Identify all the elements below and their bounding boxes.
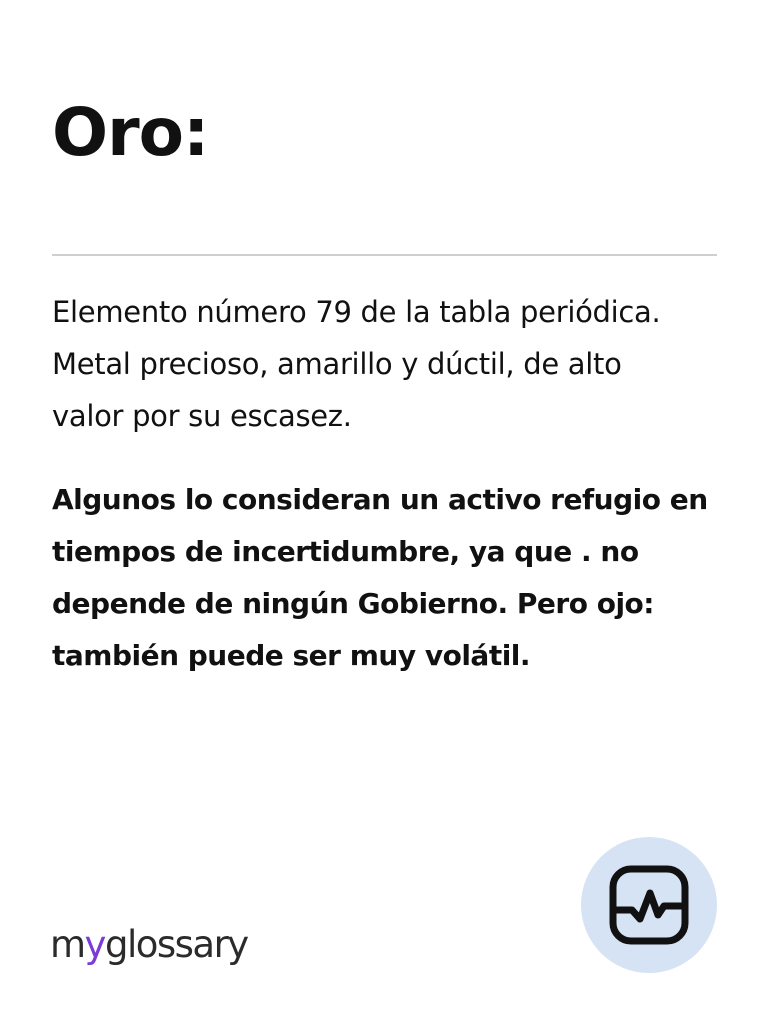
logo-prefix: m — [50, 923, 85, 966]
logo-suffix: glossary — [104, 923, 248, 966]
logo-accent: y — [84, 923, 105, 966]
term-title: Oro: — [52, 94, 209, 171]
pulse-chart-icon — [607, 863, 691, 947]
myglossary-logo — [50, 923, 248, 966]
term-definition: Elemento número 79 de la tabla periódica. Metal precioso, amarillo y dúctil, de alto valor por su escasez. — [52, 295, 661, 433]
pulse-badge — [581, 837, 717, 973]
term-note: Algunos lo consideran un activo refugio en tiempos de incertidumbre, ya que . no depende de ningún Gobierno. Pero ojo: también puede ser muy volátil. — [52, 483, 708, 672]
divider — [52, 254, 717, 256]
